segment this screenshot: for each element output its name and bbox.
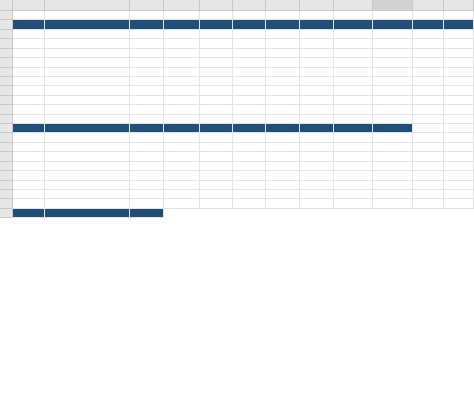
cell[interactable] <box>13 105 45 114</box>
cell[interactable] <box>266 133 300 142</box>
cell[interactable] <box>444 49 474 58</box>
cell[interactable] <box>334 124 373 133</box>
cell[interactable] <box>164 77 200 86</box>
cell[interactable] <box>200 49 233 58</box>
cell[interactable] <box>45 162 130 171</box>
cell[interactable] <box>164 124 200 133</box>
cell[interactable] <box>373 11 413 20</box>
cell[interactable] <box>334 162 373 171</box>
cell[interactable] <box>233 143 266 152</box>
cell[interactable] <box>413 77 444 86</box>
cell[interactable] <box>373 105 413 114</box>
cell[interactable] <box>334 171 373 180</box>
cell[interactable] <box>200 162 233 171</box>
row-header[interactable] <box>0 199 13 208</box>
row-header[interactable] <box>0 58 13 67</box>
cell[interactable] <box>300 190 334 199</box>
cell[interactable] <box>164 152 200 161</box>
cell[interactable] <box>413 199 444 208</box>
cell[interactable] <box>200 30 233 39</box>
cell[interactable] <box>233 68 266 77</box>
cell[interactable] <box>444 58 474 67</box>
cell[interactable] <box>45 68 130 77</box>
cell[interactable] <box>233 171 266 180</box>
cell[interactable] <box>444 39 474 48</box>
cell[interactable] <box>266 96 300 105</box>
cell[interactable] <box>334 199 373 208</box>
cell[interactable] <box>13 190 45 199</box>
cell[interactable] <box>13 68 45 77</box>
column-header-f[interactable] <box>233 0 266 11</box>
cell[interactable] <box>233 96 266 105</box>
cell[interactable] <box>200 133 233 142</box>
cell[interactable] <box>45 143 130 152</box>
cell[interactable] <box>13 49 45 58</box>
cell[interactable] <box>164 39 200 48</box>
cell[interactable] <box>444 77 474 86</box>
cell[interactable] <box>413 20 444 29</box>
cell[interactable] <box>334 152 373 161</box>
cell[interactable] <box>373 162 413 171</box>
cell[interactable] <box>130 39 164 48</box>
cell[interactable] <box>13 209 45 218</box>
row-header[interactable] <box>0 105 13 114</box>
column-header-j[interactable] <box>373 0 413 11</box>
cell[interactable] <box>444 181 474 190</box>
cell[interactable] <box>45 20 130 29</box>
cell[interactable] <box>130 171 164 180</box>
cell[interactable] <box>334 143 373 152</box>
cell[interactable] <box>233 190 266 199</box>
cell[interactable] <box>164 143 200 152</box>
cell[interactable] <box>233 39 266 48</box>
cell[interactable] <box>373 152 413 161</box>
cell[interactable] <box>200 11 233 20</box>
cell[interactable] <box>373 190 413 199</box>
cell[interactable] <box>444 199 474 208</box>
row-header[interactable] <box>0 39 13 48</box>
cell[interactable] <box>13 171 45 180</box>
cell[interactable] <box>413 86 444 95</box>
cell[interactable] <box>130 105 164 114</box>
cell[interactable] <box>444 115 474 124</box>
cell[interactable] <box>164 68 200 77</box>
cell[interactable] <box>373 96 413 105</box>
column-header-d[interactable] <box>164 0 200 11</box>
cell[interactable] <box>334 133 373 142</box>
cell[interactable] <box>300 143 334 152</box>
cell[interactable] <box>266 171 300 180</box>
cell[interactable] <box>233 133 266 142</box>
cell[interactable] <box>266 68 300 77</box>
cell[interactable] <box>233 124 266 133</box>
cell[interactable] <box>334 86 373 95</box>
cell[interactable] <box>164 49 200 58</box>
cell[interactable] <box>300 58 334 67</box>
cell[interactable] <box>200 143 233 152</box>
cell[interactable] <box>444 171 474 180</box>
cell[interactable] <box>233 86 266 95</box>
cell[interactable] <box>130 181 164 190</box>
cell[interactable] <box>233 162 266 171</box>
cell[interactable] <box>200 96 233 105</box>
cell[interactable] <box>200 86 233 95</box>
cell[interactable] <box>45 133 130 142</box>
cell[interactable] <box>413 171 444 180</box>
cell[interactable] <box>164 171 200 180</box>
cell[interactable] <box>300 162 334 171</box>
cell[interactable] <box>45 39 130 48</box>
cell[interactable] <box>444 20 474 29</box>
cell[interactable] <box>444 96 474 105</box>
cell[interactable] <box>13 181 45 190</box>
cell[interactable] <box>413 152 444 161</box>
cell[interactable] <box>130 30 164 39</box>
row-header[interactable] <box>0 143 13 152</box>
cell[interactable] <box>413 49 444 58</box>
cell[interactable] <box>334 49 373 58</box>
cell[interactable] <box>373 39 413 48</box>
cell[interactable] <box>413 58 444 67</box>
cell[interactable] <box>45 190 130 199</box>
cell[interactable] <box>266 49 300 58</box>
cell[interactable] <box>300 133 334 142</box>
row-header[interactable] <box>0 209 13 218</box>
cell[interactable] <box>266 105 300 114</box>
cell[interactable] <box>300 39 334 48</box>
cell[interactable] <box>413 162 444 171</box>
cell[interactable] <box>334 105 373 114</box>
cell[interactable] <box>300 20 334 29</box>
cell[interactable] <box>164 58 200 67</box>
cell[interactable] <box>266 39 300 48</box>
cell[interactable] <box>13 133 45 142</box>
cell[interactable] <box>45 11 130 20</box>
cell[interactable] <box>130 77 164 86</box>
cell[interactable] <box>300 49 334 58</box>
cell[interactable] <box>373 171 413 180</box>
row-header[interactable] <box>0 171 13 180</box>
cell[interactable] <box>130 11 164 20</box>
cell[interactable] <box>266 181 300 190</box>
cell[interactable] <box>233 11 266 20</box>
cell[interactable] <box>444 133 474 142</box>
cell[interactable] <box>200 77 233 86</box>
cell[interactable] <box>130 190 164 199</box>
cell[interactable] <box>45 171 130 180</box>
cell[interactable] <box>200 199 233 208</box>
cell[interactable] <box>266 199 300 208</box>
cell[interactable] <box>300 152 334 161</box>
cell[interactable] <box>444 124 474 133</box>
cell[interactable] <box>266 30 300 39</box>
cell[interactable] <box>130 86 164 95</box>
row-header[interactable] <box>0 124 13 133</box>
row-header[interactable] <box>0 181 13 190</box>
cell[interactable] <box>13 86 45 95</box>
cell[interactable] <box>444 143 474 152</box>
cell[interactable] <box>233 181 266 190</box>
cell[interactable] <box>233 49 266 58</box>
cell[interactable] <box>45 105 130 114</box>
cell[interactable] <box>13 20 45 29</box>
cell[interactable] <box>45 124 130 133</box>
cell[interactable] <box>130 115 164 124</box>
cell[interactable] <box>164 96 200 105</box>
cell[interactable] <box>45 96 130 105</box>
cell[interactable] <box>164 133 200 142</box>
cell[interactable] <box>444 162 474 171</box>
cell[interactable] <box>233 20 266 29</box>
cell[interactable] <box>233 105 266 114</box>
cell[interactable] <box>164 190 200 199</box>
cell[interactable] <box>413 39 444 48</box>
cell[interactable] <box>266 115 300 124</box>
cell[interactable] <box>334 39 373 48</box>
cell[interactable] <box>300 124 334 133</box>
cell[interactable] <box>444 190 474 199</box>
cell[interactable] <box>413 115 444 124</box>
cell[interactable] <box>200 39 233 48</box>
cell[interactable] <box>233 115 266 124</box>
cell[interactable] <box>373 30 413 39</box>
cell[interactable] <box>300 77 334 86</box>
cell[interactable] <box>13 152 45 161</box>
cell[interactable] <box>13 199 45 208</box>
cell[interactable] <box>266 143 300 152</box>
cell[interactable] <box>164 199 200 208</box>
cell[interactable] <box>130 96 164 105</box>
column-header-e[interactable] <box>200 0 233 11</box>
cell[interactable] <box>444 30 474 39</box>
cell[interactable] <box>200 20 233 29</box>
cell[interactable] <box>130 20 164 29</box>
cell[interactable] <box>45 181 130 190</box>
cell[interactable] <box>200 115 233 124</box>
row-header[interactable] <box>0 49 13 58</box>
cell[interactable] <box>200 68 233 77</box>
cell[interactable] <box>130 152 164 161</box>
cell[interactable] <box>444 11 474 20</box>
cell[interactable] <box>266 58 300 67</box>
cell[interactable] <box>413 124 444 133</box>
cell[interactable] <box>164 86 200 95</box>
column-header-h[interactable] <box>300 0 334 11</box>
cell[interactable] <box>373 20 413 29</box>
cell[interactable] <box>233 152 266 161</box>
cell[interactable] <box>300 171 334 180</box>
cell[interactable] <box>164 105 200 114</box>
cell[interactable] <box>334 190 373 199</box>
cell[interactable] <box>164 162 200 171</box>
column-header-g[interactable] <box>266 0 300 11</box>
cell[interactable] <box>300 181 334 190</box>
cell[interactable] <box>373 77 413 86</box>
cell[interactable] <box>164 181 200 190</box>
cell[interactable] <box>13 11 45 20</box>
cell[interactable] <box>300 96 334 105</box>
column-header-l[interactable] <box>444 0 474 11</box>
cell[interactable] <box>413 30 444 39</box>
row-header[interactable] <box>0 115 13 124</box>
cell[interactable] <box>373 115 413 124</box>
cell[interactable] <box>266 162 300 171</box>
cell[interactable] <box>373 58 413 67</box>
cell[interactable] <box>373 181 413 190</box>
cell[interactable] <box>13 77 45 86</box>
cell[interactable] <box>164 115 200 124</box>
cell[interactable] <box>266 11 300 20</box>
row-header[interactable] <box>0 162 13 171</box>
cell[interactable] <box>266 152 300 161</box>
row-header[interactable] <box>0 190 13 199</box>
cell[interactable] <box>373 49 413 58</box>
cell[interactable] <box>413 105 444 114</box>
cell[interactable] <box>300 11 334 20</box>
cell[interactable] <box>200 152 233 161</box>
cell[interactable] <box>45 30 130 39</box>
cell[interactable] <box>334 30 373 39</box>
cell[interactable] <box>45 86 130 95</box>
cell[interactable] <box>13 39 45 48</box>
cell[interactable] <box>413 143 444 152</box>
cell[interactable] <box>164 20 200 29</box>
cell[interactable] <box>130 124 164 133</box>
cell[interactable] <box>373 124 413 133</box>
cell[interactable] <box>130 162 164 171</box>
cell[interactable] <box>373 143 413 152</box>
cell[interactable] <box>13 58 45 67</box>
cell[interactable] <box>334 77 373 86</box>
row-header[interactable] <box>0 20 13 29</box>
cell[interactable] <box>45 49 130 58</box>
cell[interactable] <box>233 77 266 86</box>
row-header[interactable] <box>0 68 13 77</box>
row-header[interactable] <box>0 30 13 39</box>
cell[interactable] <box>334 11 373 20</box>
cell[interactable] <box>373 86 413 95</box>
cell[interactable] <box>233 199 266 208</box>
cell[interactable] <box>300 30 334 39</box>
cell[interactable] <box>266 190 300 199</box>
cell[interactable] <box>413 96 444 105</box>
cell[interactable] <box>45 209 130 218</box>
row-header[interactable] <box>0 86 13 95</box>
cell[interactable] <box>200 181 233 190</box>
cell[interactable] <box>130 133 164 142</box>
cell[interactable] <box>300 105 334 114</box>
row-header[interactable] <box>0 11 13 20</box>
cell[interactable] <box>13 143 45 152</box>
cell[interactable] <box>266 86 300 95</box>
cell[interactable] <box>334 96 373 105</box>
cell[interactable] <box>413 68 444 77</box>
cell[interactable] <box>13 96 45 105</box>
cell[interactable] <box>164 11 200 20</box>
column-header-b[interactable] <box>45 0 130 11</box>
cell[interactable] <box>233 58 266 67</box>
cell[interactable] <box>334 115 373 124</box>
row-header[interactable] <box>0 152 13 161</box>
cell[interactable] <box>300 68 334 77</box>
cell[interactable] <box>300 199 334 208</box>
cell[interactable] <box>13 162 45 171</box>
cell[interactable] <box>130 58 164 67</box>
cell[interactable] <box>200 190 233 199</box>
cell[interactable] <box>130 68 164 77</box>
column-header-a[interactable] <box>13 0 45 11</box>
cell[interactable] <box>334 181 373 190</box>
cell[interactable] <box>266 124 300 133</box>
cell[interactable] <box>13 30 45 39</box>
cell[interactable] <box>45 152 130 161</box>
cell[interactable] <box>334 20 373 29</box>
cell[interactable] <box>200 171 233 180</box>
cell[interactable] <box>373 133 413 142</box>
cell[interactable] <box>300 115 334 124</box>
cell[interactable] <box>130 143 164 152</box>
cell[interactable] <box>266 20 300 29</box>
cell[interactable] <box>200 124 233 133</box>
cell[interactable] <box>444 152 474 161</box>
cell[interactable] <box>200 58 233 67</box>
cell[interactable] <box>266 77 300 86</box>
cell[interactable] <box>444 105 474 114</box>
cell[interactable] <box>373 199 413 208</box>
cell[interactable] <box>45 115 130 124</box>
column-header-k[interactable] <box>413 0 444 11</box>
cell[interactable] <box>130 209 164 218</box>
cell[interactable] <box>233 30 266 39</box>
cell[interactable] <box>45 199 130 208</box>
cell[interactable] <box>413 133 444 142</box>
cell[interactable] <box>334 58 373 67</box>
cell[interactable] <box>413 11 444 20</box>
cell[interactable] <box>334 68 373 77</box>
cell[interactable] <box>444 86 474 95</box>
cell[interactable] <box>164 30 200 39</box>
row-header[interactable] <box>0 96 13 105</box>
cell[interactable] <box>413 190 444 199</box>
cell[interactable] <box>444 68 474 77</box>
cell[interactable] <box>45 58 130 67</box>
row-header[interactable] <box>0 77 13 86</box>
cell[interactable] <box>300 86 334 95</box>
cell[interactable] <box>413 181 444 190</box>
row-header[interactable] <box>0 133 13 142</box>
cell[interactable] <box>130 199 164 208</box>
cell[interactable] <box>13 124 45 133</box>
cell[interactable] <box>373 68 413 77</box>
column-header-c[interactable] <box>130 0 164 11</box>
select-all-corner[interactable] <box>0 0 13 11</box>
cell[interactable] <box>130 49 164 58</box>
column-header-i[interactable] <box>334 0 373 11</box>
cell[interactable] <box>13 115 45 124</box>
cell[interactable] <box>45 77 130 86</box>
cell[interactable] <box>200 105 233 114</box>
